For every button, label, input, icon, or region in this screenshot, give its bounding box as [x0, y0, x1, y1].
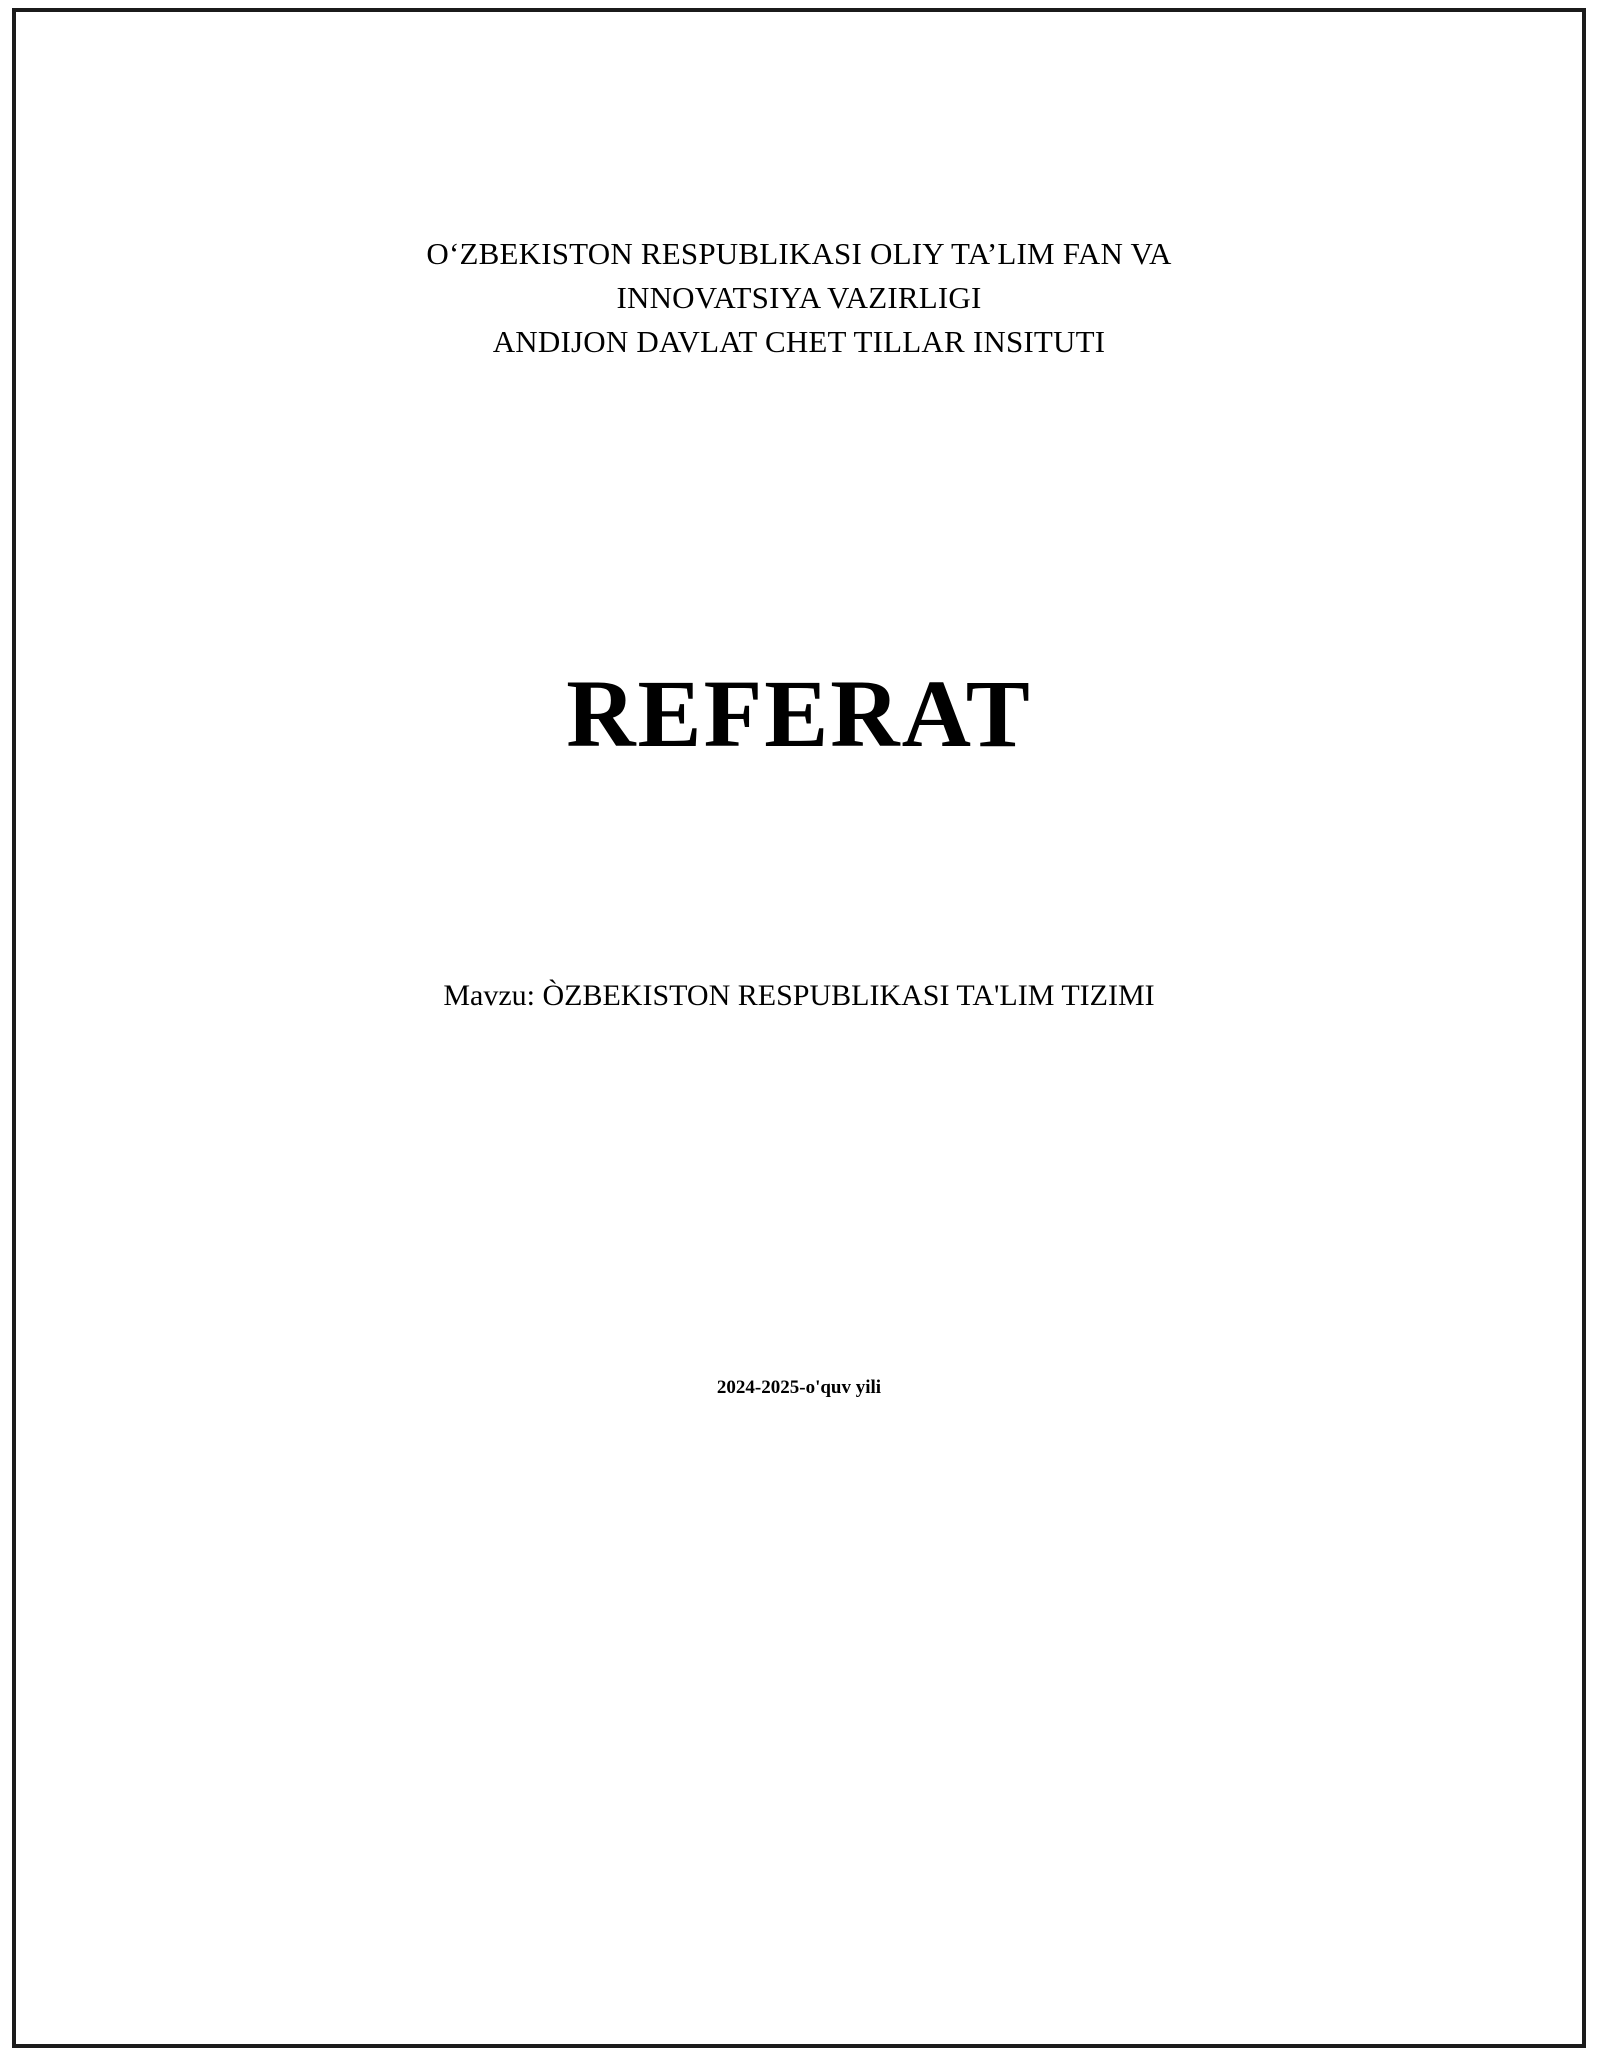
institution-line-1: O‘ZBEKISTON RESPUBLIKASI OLIY TA’LIM FAN VA: [426, 236, 1172, 271]
institution-line-3: ANDIJON DAVLAT CHET TILLAR INSITUTI: [492, 324, 1106, 360]
academic-year-block: [86, 1377, 1512, 1399]
page-title: REFERAT: [566, 660, 1032, 768]
page-border: [12, 8, 1586, 2048]
subject-line: Mavzu: ÒZBEKISTON RESPUBLIKASI TA'LIM TIZIMI: [443, 978, 1155, 1012]
page-content: [16, 12, 1582, 2044]
institution-line-2: INNOVATSIYA VAZIRLIGI: [616, 280, 982, 316]
academic-year: 2024-2025-o'quv yili: [716, 1376, 882, 1398]
subject-block: [86, 975, 1512, 1017]
institution-header: [86, 232, 1512, 364]
title-block: [86, 660, 1512, 768]
